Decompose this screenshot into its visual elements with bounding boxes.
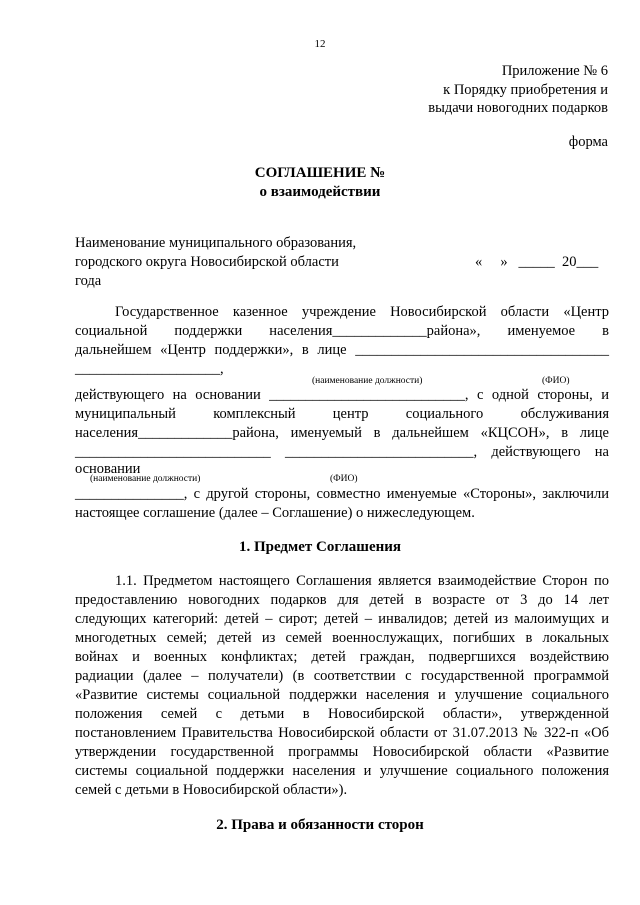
form-label: форма bbox=[568, 134, 608, 150]
position-caption: (наименование должности) bbox=[312, 376, 423, 386]
date-line: « » _____ 20___ bbox=[475, 254, 599, 270]
intro-line: ____________________, bbox=[75, 361, 224, 377]
intro-line: дальнейшем «Центр поддержки», в лице ___________________________________ bbox=[75, 342, 609, 358]
page-number: 12 bbox=[314, 38, 326, 50]
municipality-line-3: года bbox=[75, 273, 102, 289]
intro-line: настоящее соглашение (далее – Соглашение) о нижеследующем. bbox=[75, 505, 475, 521]
section-1-line: утверждении государственной программы Новосибирской области «Развитие bbox=[75, 744, 609, 760]
intro-line: муниципальный комплексный центр социального обслуживания bbox=[75, 406, 609, 422]
intro-line: социальной поддержки населения_____________района», именуемое в bbox=[75, 323, 609, 339]
appendix-line-1: Приложение № 6 bbox=[501, 63, 608, 79]
intro-line: действующего на основании ___________________________, с одной стороны, и bbox=[75, 387, 609, 403]
municipality-line-2: городского округа Новосибирской области bbox=[75, 254, 339, 270]
intro-line: населения_____________района, именуемый в дальнейшем «КЦСОН», в лице bbox=[75, 425, 609, 441]
section-1-line: «Развитие системы социальной поддержки населения и улучшение социального bbox=[75, 687, 609, 703]
section-1-line: системы социальной поддержки населения и улучшение социального положения bbox=[75, 763, 609, 779]
section-2-heading: 2. Права и обязанности сторон bbox=[216, 817, 424, 833]
appendix-line-2: к Порядку приобретения и bbox=[443, 82, 608, 98]
section-1-line: 1.1. Предметом настоящего Соглашения является взаимодействие Сторон по bbox=[115, 573, 609, 589]
position-caption: (наименование должности) bbox=[90, 474, 201, 484]
section-1-line: радиации (далее – получатели) (в соответствии с государственной программой bbox=[75, 668, 609, 684]
fio-caption: (ФИО) bbox=[330, 474, 358, 484]
section-1-heading: 1. Предмет Соглашения bbox=[238, 539, 402, 555]
intro-line: Государственное казенное учреждение Новосибирской области «Центр bbox=[115, 304, 609, 320]
section-1-line: многодетных семей; детей из семей военнослужащих, погибших в локальных bbox=[75, 630, 609, 646]
section-1-line: постановлением Правительства Новосибирской области от 31.07.2013 № 322-п «Об bbox=[75, 725, 609, 741]
section-1-line: семей с детьми в Новосибирской области»). bbox=[75, 782, 348, 798]
intro-line: основании bbox=[75, 461, 141, 477]
intro-line: ___________________________ __________________________, действующего на bbox=[75, 444, 609, 460]
section-1-line: войнах и военных конфликтах; детей граждан, подвергшихся воздействию bbox=[75, 649, 609, 665]
document-title: СОГЛАШЕНИЕ № bbox=[254, 165, 386, 181]
intro-line: _______________, с другой стороны, совместно именуемые «Стороны», заключили bbox=[75, 486, 609, 502]
document-subtitle: о взаимодействии bbox=[259, 184, 381, 200]
municipality-line-1: Наименование муниципального образования, bbox=[75, 235, 357, 251]
appendix-line-3: выдачи новогодних подарков bbox=[428, 100, 608, 116]
fio-caption: (ФИО) bbox=[542, 376, 570, 386]
section-1-line: положения семей с детьми в Новосибирской области», утвержденной bbox=[75, 706, 609, 722]
section-1-line: следующих категорий: детей – сирот; детей – инвалидов; детей из малоимущих и bbox=[75, 611, 609, 627]
section-1-line: предоставлению новогодних подарков для детей в возрасте от 3 до 14 лет bbox=[75, 592, 609, 608]
